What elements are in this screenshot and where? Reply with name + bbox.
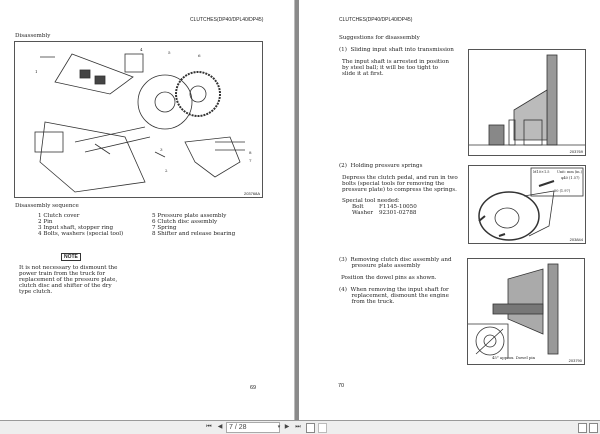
step-1-line: slide it at first. <box>342 71 384 77</box>
callout-1: 1 <box>35 69 38 74</box>
sequence-item: 7 Spring <box>152 225 177 231</box>
step-3-line: (3) Removing clutch disc assembly and <box>339 257 452 263</box>
sequence-item: 3 Input shaft, stopper ring <box>38 225 114 231</box>
clutch-section-diagram <box>468 259 584 364</box>
pdf-page-70 <box>299 0 600 420</box>
callout-8: 8 <box>249 150 252 155</box>
previous-page-icon[interactable]: ◀ <box>217 424 223 430</box>
pdf-navigation-toolbar <box>0 420 600 434</box>
section-title: Disassembly <box>15 33 51 39</box>
pdf-page-69 <box>0 0 294 420</box>
note-line: replacement of the pressure plate, <box>19 277 118 283</box>
sequence-item: 2 Pin <box>38 219 53 225</box>
step-3-line: pressure plate assembly <box>339 263 421 269</box>
callout-4: 4 <box>140 47 143 52</box>
callout-6: 6 <box>198 53 201 58</box>
sequence-title: Disassembly sequence <box>15 203 79 209</box>
section-title: Suggestions for disassembly <box>339 35 420 41</box>
page-dropdown-icon[interactable]: ▾ <box>277 424 281 430</box>
pressure-spring-figure <box>468 165 586 244</box>
note-line: type clutch. <box>19 289 53 295</box>
figure-code: 203769 <box>569 149 583 154</box>
step-4-line: from the truck. <box>339 299 395 305</box>
input-shaft-diagram <box>469 50 585 155</box>
figure-code: 203790 <box>568 358 582 363</box>
page-number: 69 <box>250 385 257 391</box>
step-2-line: Depress the clutch pedal, and run in two <box>342 175 458 181</box>
bolt-label: M10×1.5 <box>533 170 550 174</box>
sequence-item: 1 Clutch cover <box>38 213 80 219</box>
step-1-line: The input shaft is arrested in position <box>342 59 449 65</box>
fit-page-icon[interactable] <box>578 423 587 433</box>
step-4-line: (4) When removing the input shaft for <box>339 287 449 293</box>
callout-5: 5 <box>168 50 171 55</box>
callout-2: 2 <box>165 168 168 173</box>
page-number: 70 <box>338 383 345 389</box>
dowel-pin-figure <box>467 258 585 365</box>
sequence-item: 6 Clutch disc assembly <box>152 219 218 225</box>
tool-name: Bolt <box>352 204 364 210</box>
callout-3: 3 <box>160 147 163 152</box>
special-tool-title: Special tool needed: <box>342 198 400 204</box>
sequence-item: 4 Bolts, washers (special tool) <box>38 231 124 237</box>
sequence-item: 5 Pressure plate assembly <box>152 213 227 219</box>
tool-part: 92301-02788 <box>379 210 417 216</box>
tool-part: F1145-10050 <box>379 204 417 210</box>
callout-7: 7 <box>249 158 252 163</box>
input-shaft-figure <box>468 49 586 156</box>
disassembly-figure <box>14 41 263 198</box>
first-page-icon[interactable]: ⏮ <box>206 424 212 430</box>
page-indicator: 7 / 28 <box>229 424 247 431</box>
clutch-exploded-diagram <box>15 42 262 197</box>
note-line: clutch disc and shifter of the dry <box>19 283 112 289</box>
unit-label: Unit: mm (in.) <box>557 170 582 174</box>
length-label: 50 (1.97) <box>554 189 571 193</box>
step-2-line: pressure plate) to compress the springs. <box>342 187 457 193</box>
step-4-line: replacement, dismount the engine <box>339 293 449 299</box>
last-page-icon[interactable]: ⏭ <box>295 424 301 430</box>
step-1-line: by steel ball; it will be too tight to <box>342 65 439 71</box>
note-line: It is not necessary to dismount the <box>19 265 118 271</box>
note-label: NOTE <box>61 253 81 261</box>
bookmark-icon[interactable] <box>589 423 598 433</box>
next-page-icon[interactable]: ▶ <box>284 424 290 430</box>
page-header: CLUTCHES(DP40/DPL40/DP45) <box>339 17 413 23</box>
step-3-body: Position the dowel pins as shown. <box>341 275 437 281</box>
note-line: power train from the truck for <box>19 271 105 277</box>
page-header: CLUTCHES(DP40/DPL40/DP45) <box>190 17 264 23</box>
figure-code: 203844 <box>569 237 583 242</box>
diameter-label: φ40 (1.57) <box>561 176 580 180</box>
sequence-item: 8 Shifter and release bearing <box>152 231 236 237</box>
step-1-title: (1) Sliding input shaft into transmission <box>339 47 454 53</box>
page-number-input[interactable] <box>226 422 280 433</box>
step-2-title: (2) Holding pressure springs <box>339 163 423 169</box>
figure-caption: 45° approx. Dowel pin <box>492 355 536 360</box>
single-page-view-icon[interactable] <box>318 423 327 433</box>
step-2-line: bolts (special tools for removing the <box>342 181 445 187</box>
two-page-view-icon[interactable] <box>306 423 315 433</box>
figure-code: 203768A <box>243 191 260 196</box>
tool-name: Washer <box>352 210 374 216</box>
